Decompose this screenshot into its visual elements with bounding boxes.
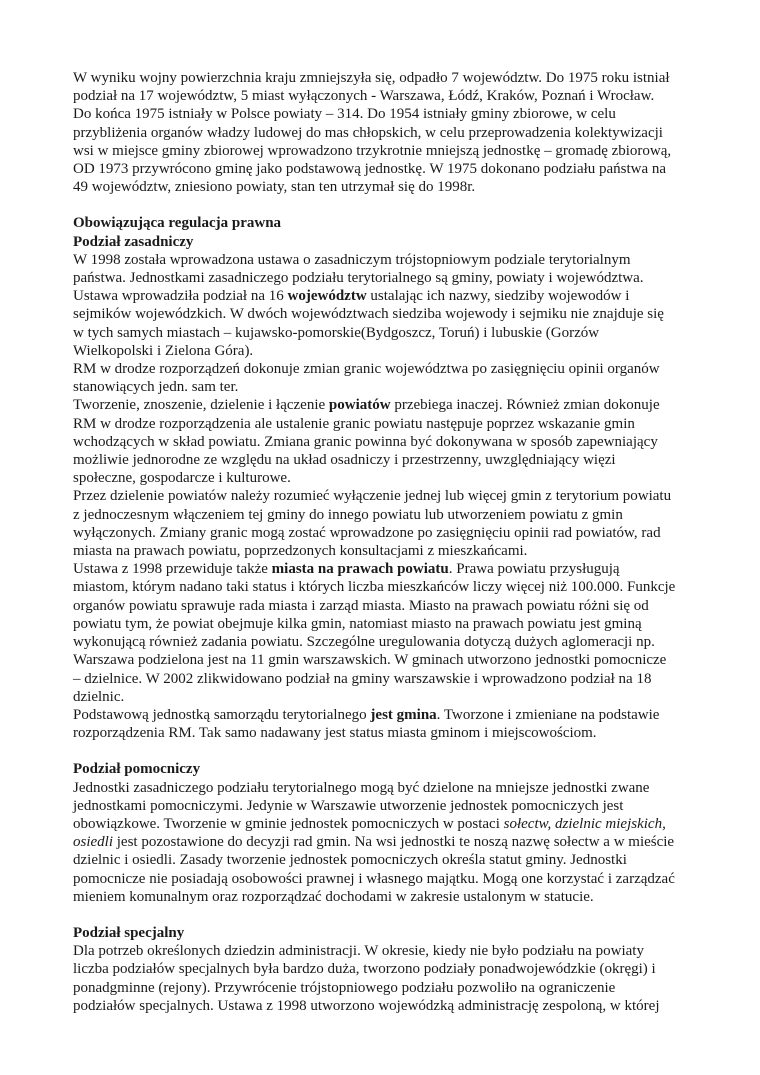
paragraph — [73, 560, 705, 706]
paragraph — [73, 942, 705, 1015]
text-line: Wielkopolski i Zielona Góra). — [73, 342, 254, 359]
section-heading: Podział specjalny — [73, 924, 185, 941]
text-line: przybliżenia organów władzy ludowej do mas chłopskich, w celu przeprowadzenia kolektywizacji — [73, 124, 663, 141]
text-line: powiatu tym, że powiat obejmuje kilka gmin, natomiast miasto na prawach powiatu jest gminą — [73, 615, 642, 632]
text-line: w tych samych miastach – kujawsko-pomorskie(Bydgoszcz, Toruń) i lubuskie (Gorzów — [73, 324, 600, 341]
text-line: Tworzenie, znoszenie, dzielenie i łączenie powiatów przebiega inaczej. Również zmian dokonuje — [73, 397, 660, 414]
paragraph — [73, 706, 705, 742]
section-subheading: Podział zasadniczy — [73, 233, 194, 250]
text-line: obowiązkowe. Tworzenie w gminie jednostek pomocniczych w postaci sołectw, dzielnic miejskich, — [73, 815, 666, 832]
document-page — [73, 69, 705, 1015]
text-line: W 1998 została wprowadzona ustawa o zasadniczym trójstopniowym podziale terytorialnym — [73, 251, 631, 268]
text-line: Ustawa wprowadziła podział na 16 województw ustalając ich nazwy, siedziby wojewodów i — [73, 288, 630, 305]
text-line: Ustawa z 1998 przewiduje także miasta na prawach powiatu. Prawa powiatu przysługują — [73, 561, 620, 578]
text-line: – dzielnice. W 2002 zlikwidowano podział na gminy warszawskie i wprowadzono podział na 18 — [73, 670, 652, 687]
intro-paragraph — [73, 69, 705, 196]
text-line: podział na 17 województw, 5 miast wyłączonych - Warszawa, Łódź, Kraków, Poznań i Wrocław. — [73, 88, 655, 105]
text-line: Dla potrzeb określonych dziedzin administracji. W okresie, kiedy nie było podziału na powiaty — [73, 943, 644, 960]
text-line: wsi w miejsce gminy zbiorowej wprowadzono trzykrotnie mniejszą jednostkę – gromadę zbiorową, — [73, 142, 672, 159]
text-line: RM w drodze rozporządzenia ale ustalenie granic powiatu następuje poprzez wskazanie gmin — [73, 415, 635, 432]
section-heading: Obowiązująca regulacja prawna — [73, 215, 282, 232]
text-line: Przez dzielenie powiatów należy rozumieć wyłączenie jednej lub więcej gmin z terytorium powiatu — [73, 488, 672, 505]
bold-term: województw — [287, 288, 367, 305]
text-line: Jednostki zasadniczego podziału terytorialnego mogą być dzielone na mniejsze jednostki zwane — [73, 779, 650, 796]
text-line: miastom, którym nadano taki status i których liczba mieszkańców liczy więcej niż 100.000. Funkcje — [73, 579, 676, 596]
text-line: podziałów specjalnych. Ustawa z 1998 utworzono wojewódzką administrację zespoloną, w której — [73, 997, 660, 1014]
text-line: rozporządzenia RM. Tak samo nadawany jest status miasta gminom i miejscowościom. — [73, 725, 597, 742]
text-line: możliwie jednorodne ze względu na układ osadniczy i przestrzenny, uwzględniający więzi — [73, 452, 616, 469]
text-line: dzielnic i osiedli. Zasady tworzenie jednostek pomocniczych określa statut gminy. Jednostki — [73, 852, 627, 869]
text-line: wchodzących w skład powiatu. Zmiana granic powinna być dokonywana w sposób zapewniający — [73, 433, 658, 450]
text-line: jednostkami pomocniczymi. Jedynie w Warszawie utworzenie jednostek pomocniczych jest — [73, 797, 624, 814]
paragraph — [73, 360, 705, 396]
text-line: miasta na prawach powiatu, poprzedzonych konsultacjami z mieszkańcami. — [73, 543, 528, 560]
bold-term: jest gmina — [370, 706, 437, 723]
paragraph — [73, 779, 705, 906]
bold-term: powiatów — [328, 397, 391, 414]
paragraph — [73, 251, 705, 360]
text-line: osiedli jest pozostawione do decyzji rad gmin. Na wsi jednostki te noszą nazwę sołectw a w mieście — [73, 834, 675, 851]
text-line: organów powiatu sprawuje rada miasta i zarząd miasta. Miasto na prawach powiatu różni się od — [73, 597, 649, 614]
text-line: państwa. Jednostkami zasadniczego podziału terytorialnego są gminy, powiaty i województwa. — [73, 270, 644, 287]
text-line: Warszawa podzielona jest na 11 gmin warszawskich. W gminach utworzono jednostki pomocnicze — [73, 652, 667, 669]
text-line: stanowiących jedn. sam ter. — [73, 379, 239, 396]
paragraph — [73, 396, 705, 487]
paragraph — [73, 487, 705, 560]
text-line: RM w drodze rozporządzeń dokonuje zmian granic województwa po zasięgnięciu opinii organów — [73, 361, 660, 378]
text-line: dzielnic. — [73, 688, 125, 705]
text-line: OD 1973 przywrócono gminę jako podstawową jednostkę. W 1975 dokonano podziału państwa na — [73, 161, 667, 178]
text-line: ponadgminne (rejony). Przywrócenie trójstopniowego podziału pozwoliło na ograniczenie — [73, 979, 616, 996]
text-line: pomocnicze nie posiadają osobowości prawnej i własnego majątku. Mogą one korzystać i zarządzać — [73, 870, 675, 887]
text-line: mieniem komunalnym oraz rozporządzać dochodami w zakresie ustalonym w statucie. — [73, 888, 594, 905]
text-line: wyłączonych. Zmiany granic mogą zostać wprowadzone po zasięgnięciu opinii rad powiatów, rad — [73, 524, 661, 541]
text-line: 49 województw, zniesiono powiaty, stan ten utrzymał się do 1998r. — [73, 179, 476, 196]
text-line: wykonującą również zadania powiatu. Szczególne uregulowania dotyczą dużych aglomeracji np. — [73, 634, 655, 651]
bold-term: miasta na prawach powiatu — [271, 561, 449, 578]
text-line: W wyniku wojny powierzchnia kraju zmniejszyła się, odpadło 7 województw. Do 1975 roku istniał — [73, 70, 670, 86]
text-line: z jednoczesnym włączeniem tej gminy do innego powiatu lub utworzeniem powiatu z gmin — [73, 506, 623, 523]
text-line: Do końca 1975 istniały w Polsce powiaty – 314. Do 1954 istniały gminy zbiorowe, w celu — [73, 106, 616, 123]
section-heading: Podział pomocniczy — [73, 761, 201, 778]
italic-term: osiedli — [73, 834, 113, 851]
text-line: sejmików wojewódzkich. W dwóch województwach siedziba wojewody i sejmiku nie znajduje się — [73, 306, 664, 323]
text-line: Podstawową jednostką samorządu terytorialnego jest gmina. Tworzone i zmieniane na podstawie — [73, 706, 660, 723]
italic-term: sołectw, dzielnic miejskich, — [503, 815, 666, 832]
text-line: społeczne, gospodarcze i kulturowe. — [73, 470, 291, 487]
text-line: liczba podziałów specjalnych była bardzo duża, tworzono podziały ponadwojewódzkie (okręgi) i — [73, 961, 656, 978]
